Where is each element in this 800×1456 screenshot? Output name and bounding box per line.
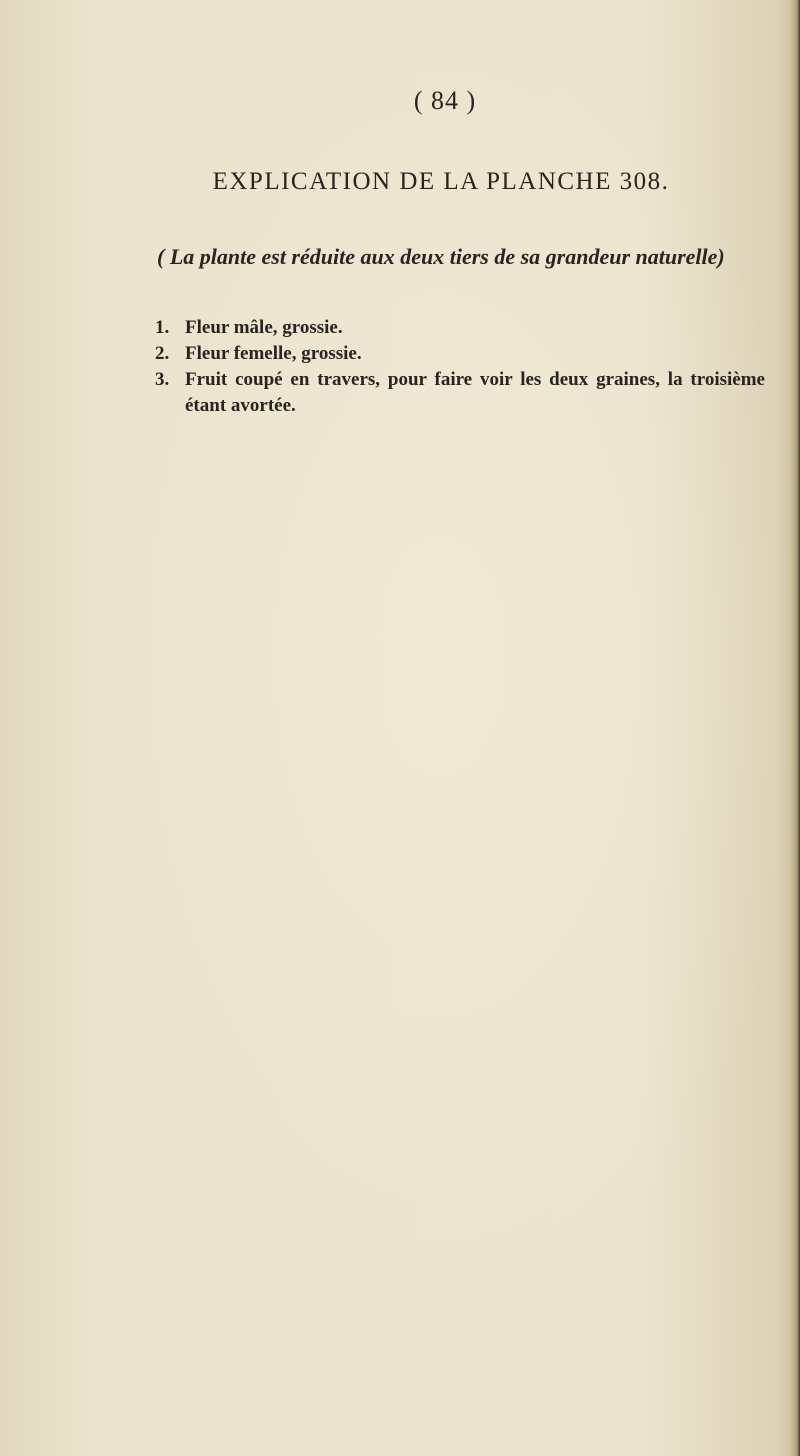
figure-legend — [155, 315, 765, 419]
legend-item — [155, 315, 765, 341]
legend-item — [155, 367, 765, 419]
legend-item-number: 2. — [155, 343, 170, 364]
legend-item — [155, 341, 765, 367]
legend-item-number: 3. — [155, 369, 170, 390]
legend-item-text: Fruit coupé en travers, pour faire voir les deux graines, la troisième étant avortée. — [185, 369, 765, 416]
plate-subtitle: ( La plante est réduite aux deux tiers de sa grandeur naturelle) — [157, 244, 725, 269]
legend-item-number: 1. — [155, 317, 170, 338]
legend-item-text: Fleur mâle, grossie. — [185, 317, 343, 338]
plate-title: EXPLICATION DE LA PLANCHE 308. — [212, 168, 670, 195]
page-number: ( 84 ) — [413, 86, 477, 115]
page-edge-shadow — [790, 0, 800, 1456]
legend-item-text: Fleur femelle, grossie. — [185, 343, 362, 364]
